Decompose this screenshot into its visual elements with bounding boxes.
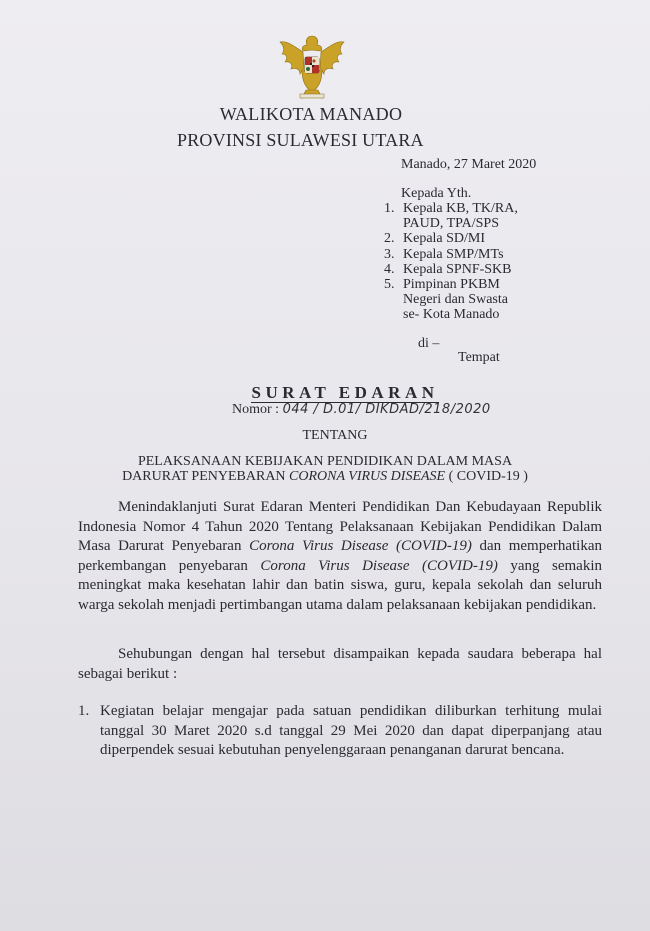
recipient-list <box>384 201 518 323</box>
recipient-number: 4. <box>384 261 395 277</box>
subject-line-2: DARURAT PENYEBARAN CORONA VIRUS DISEASE ( COVID-19 ) <box>122 469 528 484</box>
recipient-item <box>384 201 518 216</box>
subject-line-1: PELAKSANAAN KEBIJAKAN PENDIDIKAN DALAM MASA <box>137 454 513 469</box>
list-item: 1. Kegiatan belajar mengajar pada satuan pendidikan diliburkan terhitung mulai tanggal 30 Maret 2020 s.d tanggal 29 Mei 2020 dan dapat diperpanjang atau diperpendek sesuai kebutuhan penyelenggaraan penanganan darurat bencana. <box>78 703 602 758</box>
recipient-item <box>384 262 518 277</box>
recipient-label: Kepala SPNF-SKB <box>403 261 512 277</box>
recipient-item <box>384 292 518 307</box>
recipient-label: Kepala KB, TK/RA, <box>403 201 518 216</box>
recipient-item <box>384 231 518 246</box>
recipient-label: Kepala SMP/MTs <box>403 246 504 262</box>
garuda-emblem-icon <box>276 28 348 100</box>
recipient-number <box>384 307 403 322</box>
recipient-label: Negeri dan Swasta <box>403 292 508 308</box>
recipient-item <box>384 277 518 292</box>
letter-number-value: 044 / D.01/ DIKDAD/218/2020 <box>282 402 491 417</box>
recipient-number: 3. <box>384 246 395 262</box>
addressee-intro: Kepada Yth. <box>401 186 472 201</box>
recipient-item <box>384 216 518 231</box>
recipient-item <box>384 307 518 322</box>
letter-number: Nomor : 044 / D.01/ DIKDAD/218/2020 <box>232 402 491 417</box>
recipient-number: 2. <box>384 231 395 247</box>
addressee-di: di – <box>418 336 440 351</box>
recipient-number: 1. <box>384 201 395 216</box>
recipient-number <box>384 292 403 307</box>
letterhead-subtitle: PROVINSI SULAWESI UTARA <box>177 130 424 150</box>
recipient-label: se- Kota Manado <box>403 307 500 323</box>
body-paragraph-2: Sehubungan dengan hal tersebut disampaikan kepada saudara beberapa hal sebagai berikut : <box>78 646 602 682</box>
letter-date: Manado, 27 Maret 2020 <box>401 157 537 172</box>
addressee-tempat: Tempat <box>458 350 500 365</box>
tentang-heading: TENTANG <box>302 428 368 443</box>
letterhead-title: WALIKOTA MANADO <box>219 104 403 124</box>
recipient-label: Kepala SD/MI <box>403 231 486 247</box>
letter-type-heading: SURAT EDARAN <box>251 383 439 402</box>
recipient-item <box>384 247 518 262</box>
recipient-label: PAUD, TPA/SPS <box>403 216 499 232</box>
body-paragraph-1: Menindaklanjuti Surat Edaran Menteri Pendidikan Dan Kebudayaan Republik Indonesia Nomor 4 Tahun 2020 Tentang Pelaksanaan Kebijakan Pendidikan Dalam Masa Darurat Penyebaran Corona Virus Disease (COVID-19) dan memperhatikan perkembangan penyebaran Corona Virus Disease (COVID-19) yang semakin meningkat maka kesehatan lahir dan batin siswa, guru, kepala sekolah dan seluruh warga sekolah menjadi pertimbangan utama dalam pelaksanaan kebijakan pendidikan. <box>78 499 603 613</box>
recipient-label: Pimpinan PKBM <box>403 277 500 293</box>
recipient-number <box>384 216 403 231</box>
recipient-number: 5. <box>384 277 395 293</box>
